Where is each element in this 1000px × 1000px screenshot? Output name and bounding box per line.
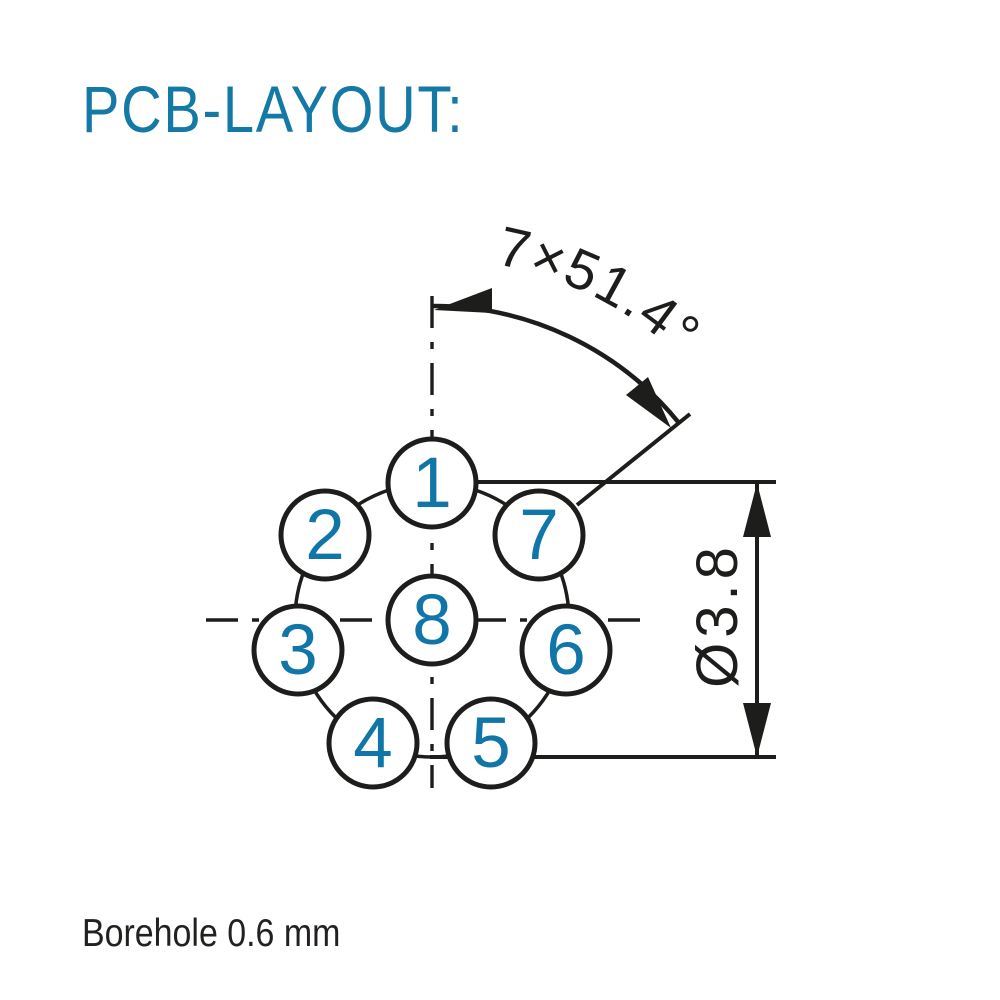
diameter-arrow-up	[743, 483, 771, 537]
angle-arrow-start	[434, 288, 492, 313]
pin-label-8: 8	[412, 581, 452, 660]
angle-arrow-end	[626, 377, 671, 428]
page-title: PCB-LAYOUT:	[82, 72, 465, 146]
pin-label-1: 1	[412, 444, 452, 523]
pin-label-6: 6	[546, 611, 586, 690]
angle-extension-line	[577, 414, 690, 505]
pin-label-4: 4	[353, 704, 393, 783]
pin-label-7: 7	[519, 496, 559, 575]
pin-label-5: 5	[471, 704, 511, 783]
borehole-note: Borehole 0.6 mm	[82, 912, 341, 955]
diameter-arrow-down	[743, 703, 771, 757]
pin-label-3: 3	[278, 611, 318, 690]
angle-dimension-label: 7×51.4°	[492, 213, 714, 366]
pin-label-2: 2	[305, 496, 345, 575]
diameter-dimension-label: Ø3.8	[685, 542, 750, 688]
